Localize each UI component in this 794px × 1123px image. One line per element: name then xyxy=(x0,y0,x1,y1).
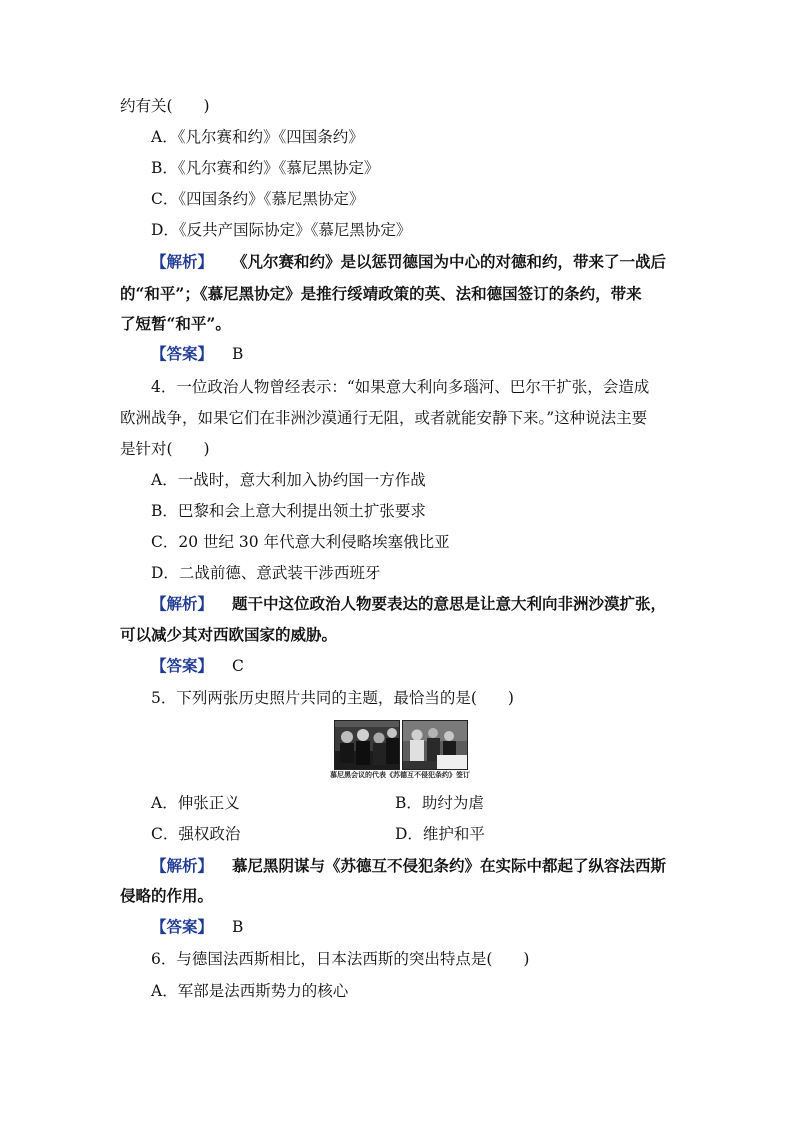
q5-stem: 5．下列两张历史照片共同的主题，最恰当的是( ) xyxy=(151,689,514,707)
q3-stem-tail: 约有关( ) xyxy=(120,97,210,115)
q5-figure-caption: 慕尼黑会议的代表《苏德互不侵犯条约》签订 xyxy=(330,770,470,779)
q3-answer-tag: 【答案】 xyxy=(151,344,214,363)
q3-analysis-line-1: 《凡尔赛和约》是以惩罚德国为中心的对德和约，带来了一战后 xyxy=(232,252,667,271)
q6-stem: 6．与德国法西斯相比，日本法西斯的突出特点是( ) xyxy=(151,950,530,968)
q3-option-b: B．《凡尔赛和约》《慕尼黑协定》 xyxy=(151,159,380,177)
q5-option-c: C．强权政治 xyxy=(151,825,241,843)
q4-analysis-line-2: 可以减少其对西欧国家的威胁。 xyxy=(120,625,338,644)
q4-stem-line-2: 欧洲战争，如果它们在非洲沙漠通行无阻，或者就能安静下来。”这种说法主要 xyxy=(120,409,648,427)
q5-analysis-line-2: 侵略的作用。 xyxy=(120,886,214,905)
q4-option-c: C．20 世纪 30 年代意大利侵略埃塞俄比亚 xyxy=(151,533,450,551)
q5-option-a: A．伸张正义 xyxy=(151,794,240,812)
q6-option-a: A．军部是法西斯势力的核心 xyxy=(151,982,349,1000)
q4-option-d: D．二战前德、意武装干涉西班牙 xyxy=(151,564,381,582)
q4-option-a: A．一战时，意大利加入协约国一方作战 xyxy=(151,471,426,489)
q4-answer: C xyxy=(232,657,244,675)
q5-answer-tag: 【答案】 xyxy=(151,917,214,936)
q3-analysis-tag: 【解析】 xyxy=(151,252,214,271)
q5-figure xyxy=(328,720,472,786)
q3-analysis-line-2: 的“和平”；《慕尼黑协定》是推行绥靖政策的英、法和德国签订的条约，带来 xyxy=(120,284,642,303)
q5-option-b: B．助纣为虐 xyxy=(395,794,484,812)
q3-option-a: A．《凡尔赛和约》《四国条约》 xyxy=(151,128,364,146)
q5-analysis-tag: 【解析】 xyxy=(151,856,214,875)
q4-option-b: B．巴黎和会上意大利提出领土扩张要求 xyxy=(151,502,426,520)
q4-stem-line-3: 是针对( ) xyxy=(120,440,210,458)
munich-conference-photo xyxy=(334,720,400,770)
q5-answer: B xyxy=(232,918,244,936)
q4-stem-line-1: 4．一位政治人物曾经表示：“如果意大利向多瑙河、巴尔干扩张，会造成 xyxy=(151,378,650,396)
q4-analysis-tag: 【解析】 xyxy=(151,594,214,613)
q5-option-d: D．维护和平 xyxy=(395,825,485,843)
soviet-german-pact-photo xyxy=(402,720,468,770)
q4-analysis-line-1: 题干中这位政治人物要表达的意思是让意大利向非洲沙漠扩张， xyxy=(232,594,667,613)
q4-answer-tag: 【答案】 xyxy=(151,656,214,675)
q3-option-c: C．《四国条约》《慕尼黑协定》 xyxy=(151,190,365,208)
q5-analysis-line-1: 慕尼黑阴谋与《苏德互不侵犯条约》在实际中都起了纵容法西斯 xyxy=(232,856,667,875)
q3-analysis-line-3: 了短暂“和平”。 xyxy=(120,314,231,333)
q3-answer: B xyxy=(232,345,244,363)
q3-option-d: D．《反共产国际协定》《慕尼黑协定》 xyxy=(151,221,412,239)
